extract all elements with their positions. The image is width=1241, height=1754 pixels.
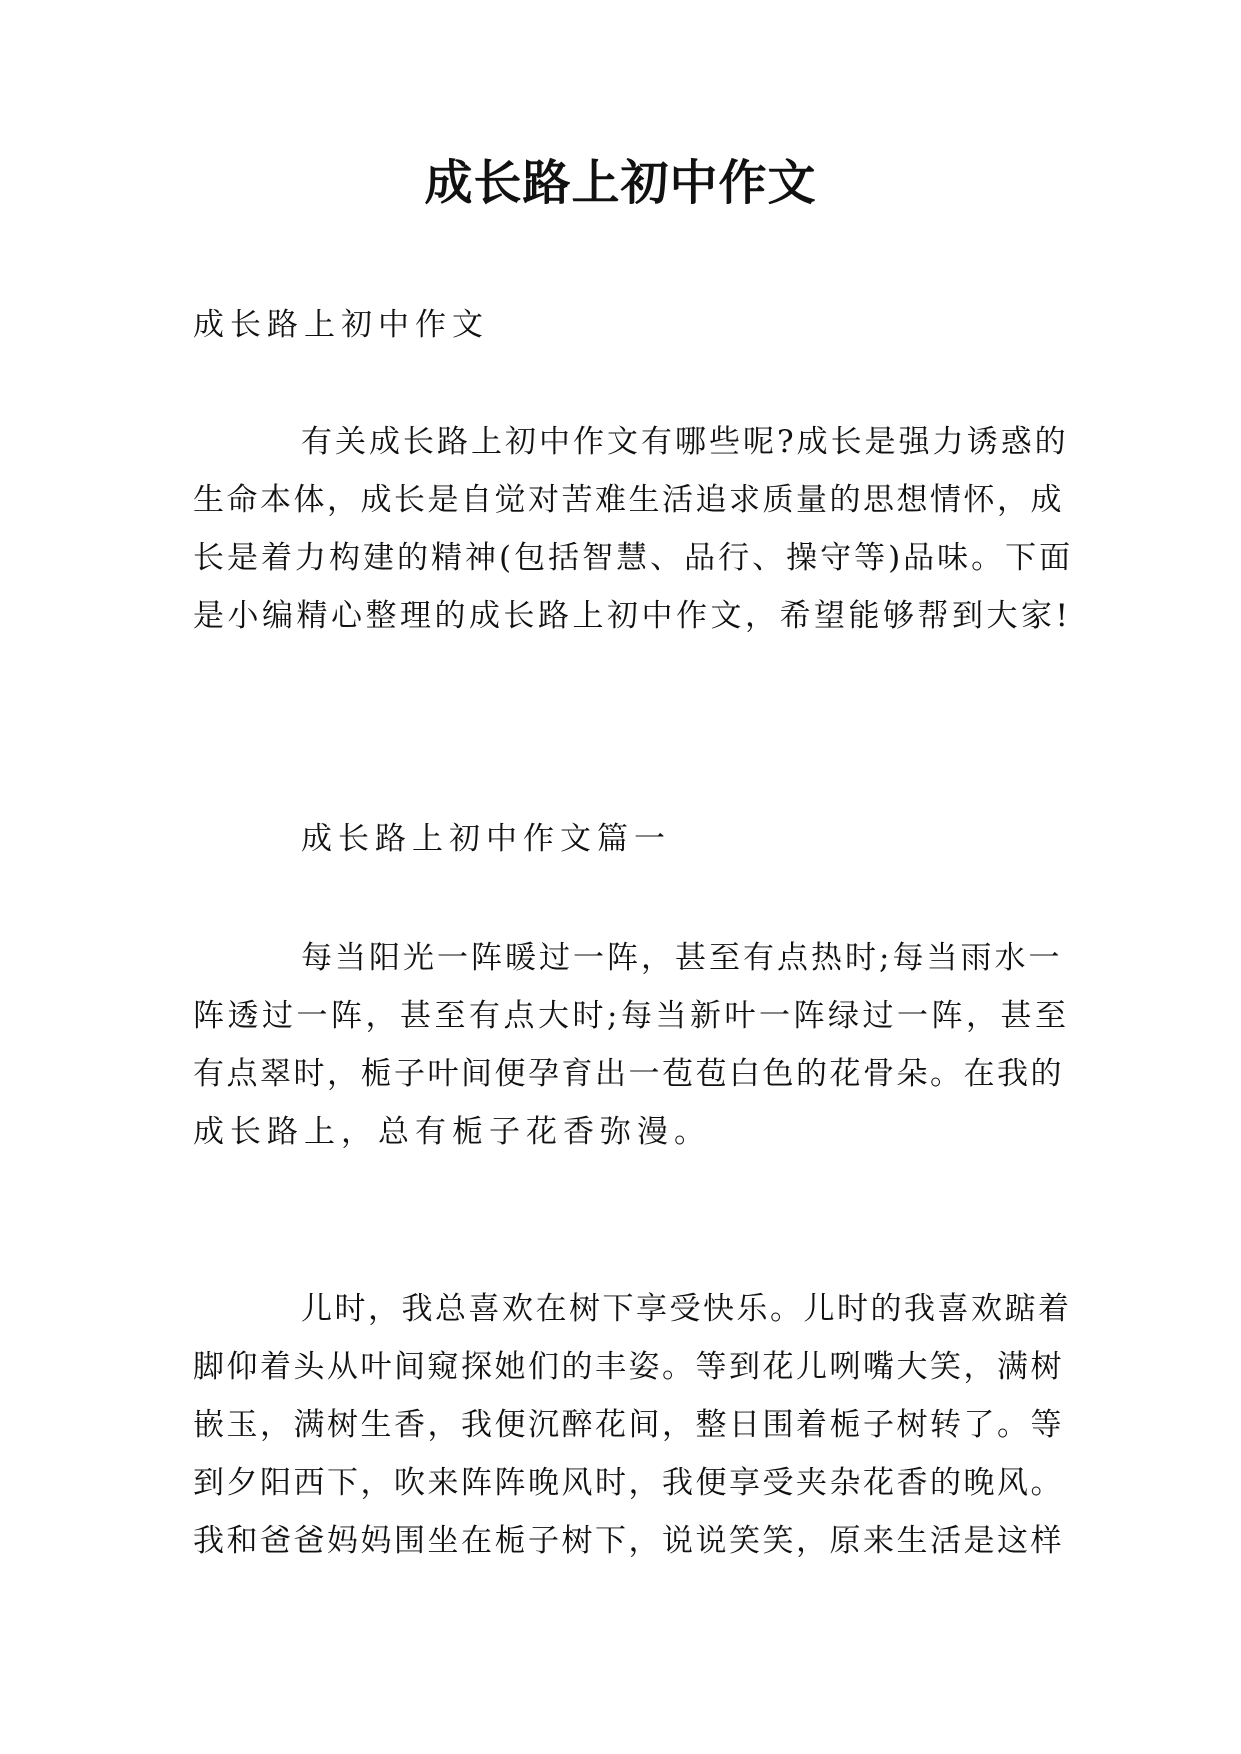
section-heading: 成长路上初中作文篇一 xyxy=(301,821,671,857)
paragraph-line: 有点翠时，栀子叶间便孕育出一苞苞白色的花骨朵。在我的 xyxy=(193,1056,1064,1092)
paragraph-line: 到夕阳西下，吹来阵阵晚风时，我便享受夹杂花香的晚风。 xyxy=(193,1465,1064,1501)
paragraph-line: 有关成长路上初中作文有哪些呢?成长是强力诱惑的 xyxy=(301,424,1069,460)
document-subtitle: 成长路上初中作文 xyxy=(193,307,489,343)
paragraph-line: 嵌玉，满树生香，我便沉醉花间，整日围着栀子树转了。等 xyxy=(193,1407,1064,1443)
paragraph-line: 是小编精心整理的成长路上初中作文，希望能够帮到大家! xyxy=(193,598,1072,634)
paragraph-line: 我和爸爸妈妈围坐在栀子树下，说说笑笑，原来生活是这样 xyxy=(193,1523,1064,1559)
document-title: 成长路上初中作文 xyxy=(424,155,817,211)
paragraph-line: 脚仰着头从叶间窥探她们的丰姿。等到花儿咧嘴大笑，满树 xyxy=(193,1349,1064,1385)
paragraph-line: 生命本体，成长是自觉对苦难生活追求质量的思想情怀，成 xyxy=(193,482,1064,518)
paragraph-line: 长是着力构建的精神(包括智慧、品行、操守等)品味。下面 xyxy=(193,540,1074,576)
paragraph-line: 儿时，我总喜欢在树下享受快乐。儿时的我喜欢踮着 xyxy=(301,1291,1072,1327)
paragraph-line: 阵透过一阵，甚至有点大时;每当新叶一阵绿过一阵，甚至 xyxy=(193,998,1070,1034)
paragraph-line: 每当阳光一阵暖过一阵，甚至有点热时;每当雨水一 xyxy=(301,940,1063,976)
paragraph-line: 成长路上，总有栀子花香弥漫。 xyxy=(193,1114,711,1150)
